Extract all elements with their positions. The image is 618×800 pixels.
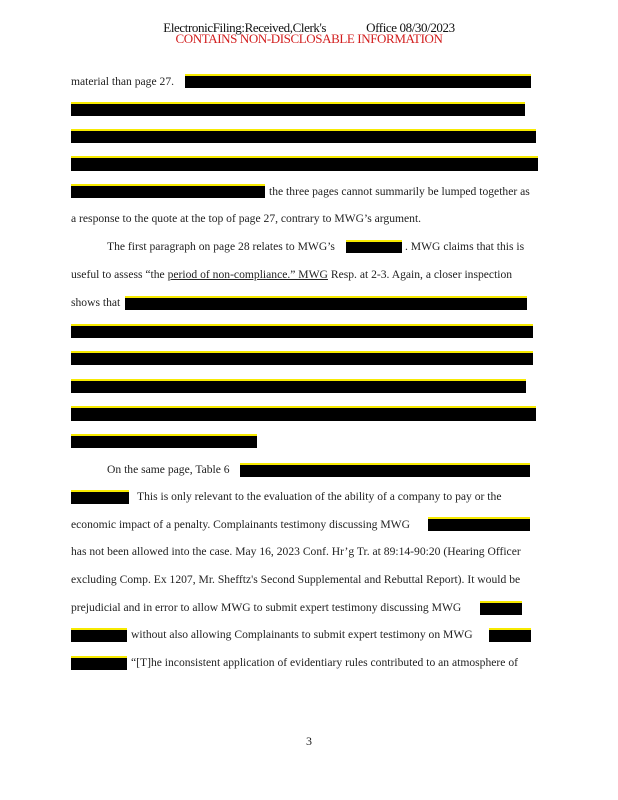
redaction-bar [71, 186, 265, 198]
body-text-line: the three pages cannot summarily be lumped together as [269, 185, 530, 198]
text-segment: Resp. at 2-3. Again, a closer inspection [327, 268, 513, 281]
redaction-bar [71, 658, 127, 670]
redaction-bar [71, 353, 533, 365]
redaction-bar [185, 76, 531, 88]
redaction-bar [71, 158, 538, 171]
redaction-bar [71, 381, 526, 393]
filing-stamp-left: ElectronicFiling:Received,Clerk's [163, 20, 327, 35]
redaction-bar [71, 408, 536, 421]
redaction-bar [240, 465, 530, 477]
redaction-bar [125, 298, 527, 310]
text-segment: useful to assess “the [71, 268, 168, 281]
body-text-line: This is only relevant to the evaluation of the ability of a company to pay or the [137, 490, 502, 503]
redaction-bar [71, 104, 525, 116]
redaction-bar [489, 630, 531, 642]
redaction-bar [71, 326, 533, 338]
body-text-line: material than page 27. [71, 75, 175, 88]
redaction-bar [71, 131, 536, 143]
body-text-line: “[T]he inconsistent application of evidentiary rules contributed to an atmosphere of [131, 656, 518, 669]
body-text-line: The first paragraph on page 28 relates to MWG’s [107, 240, 335, 253]
body-text-line: shows that [71, 296, 121, 309]
body-text-line: excluding Comp. Ex 1207, Mr. Shefftz's Second Supplemental and Rebuttal Report). It would be [71, 573, 521, 586]
body-text-line: prejudicial and in error to allow MWG to submit expert testimony discussing MWG [71, 601, 462, 614]
body-text-line: a response to the quote at the top of page 27, contrary to MWG’s argument. [71, 212, 422, 225]
body-text-line: without also allowing Complainants to submit expert testimony on MWG [131, 628, 473, 641]
redaction-bar [346, 242, 402, 253]
redaction-bar [480, 603, 522, 615]
body-text-line: On the same page, Table 6 [107, 463, 230, 476]
redaction-bar [71, 492, 129, 504]
body-text-line: has not been allowed into the case. May 16, 2023 Conf. Hr’g Tr. at 89:14-90:20 (Hearing Officer [71, 545, 521, 558]
page-number: 3 [306, 734, 312, 748]
redaction-bar [71, 436, 257, 448]
body-text-line: . MWG claims that this is [405, 240, 525, 253]
confidentiality-notice: CONTAINS NON-DISCLOSABLE INFORMATION [175, 31, 443, 46]
body-text-line [71, 268, 512, 282]
redaction-bar [428, 519, 530, 531]
filing-stamp-right: Office 08/30/2023 [366, 20, 455, 35]
underlined-text: period of non-compliance.” MWG [167, 268, 328, 281]
body-text-line: economic impact of a penalty. Complainants testimony discussing MWG [71, 518, 410, 531]
redaction-bar [71, 630, 127, 642]
